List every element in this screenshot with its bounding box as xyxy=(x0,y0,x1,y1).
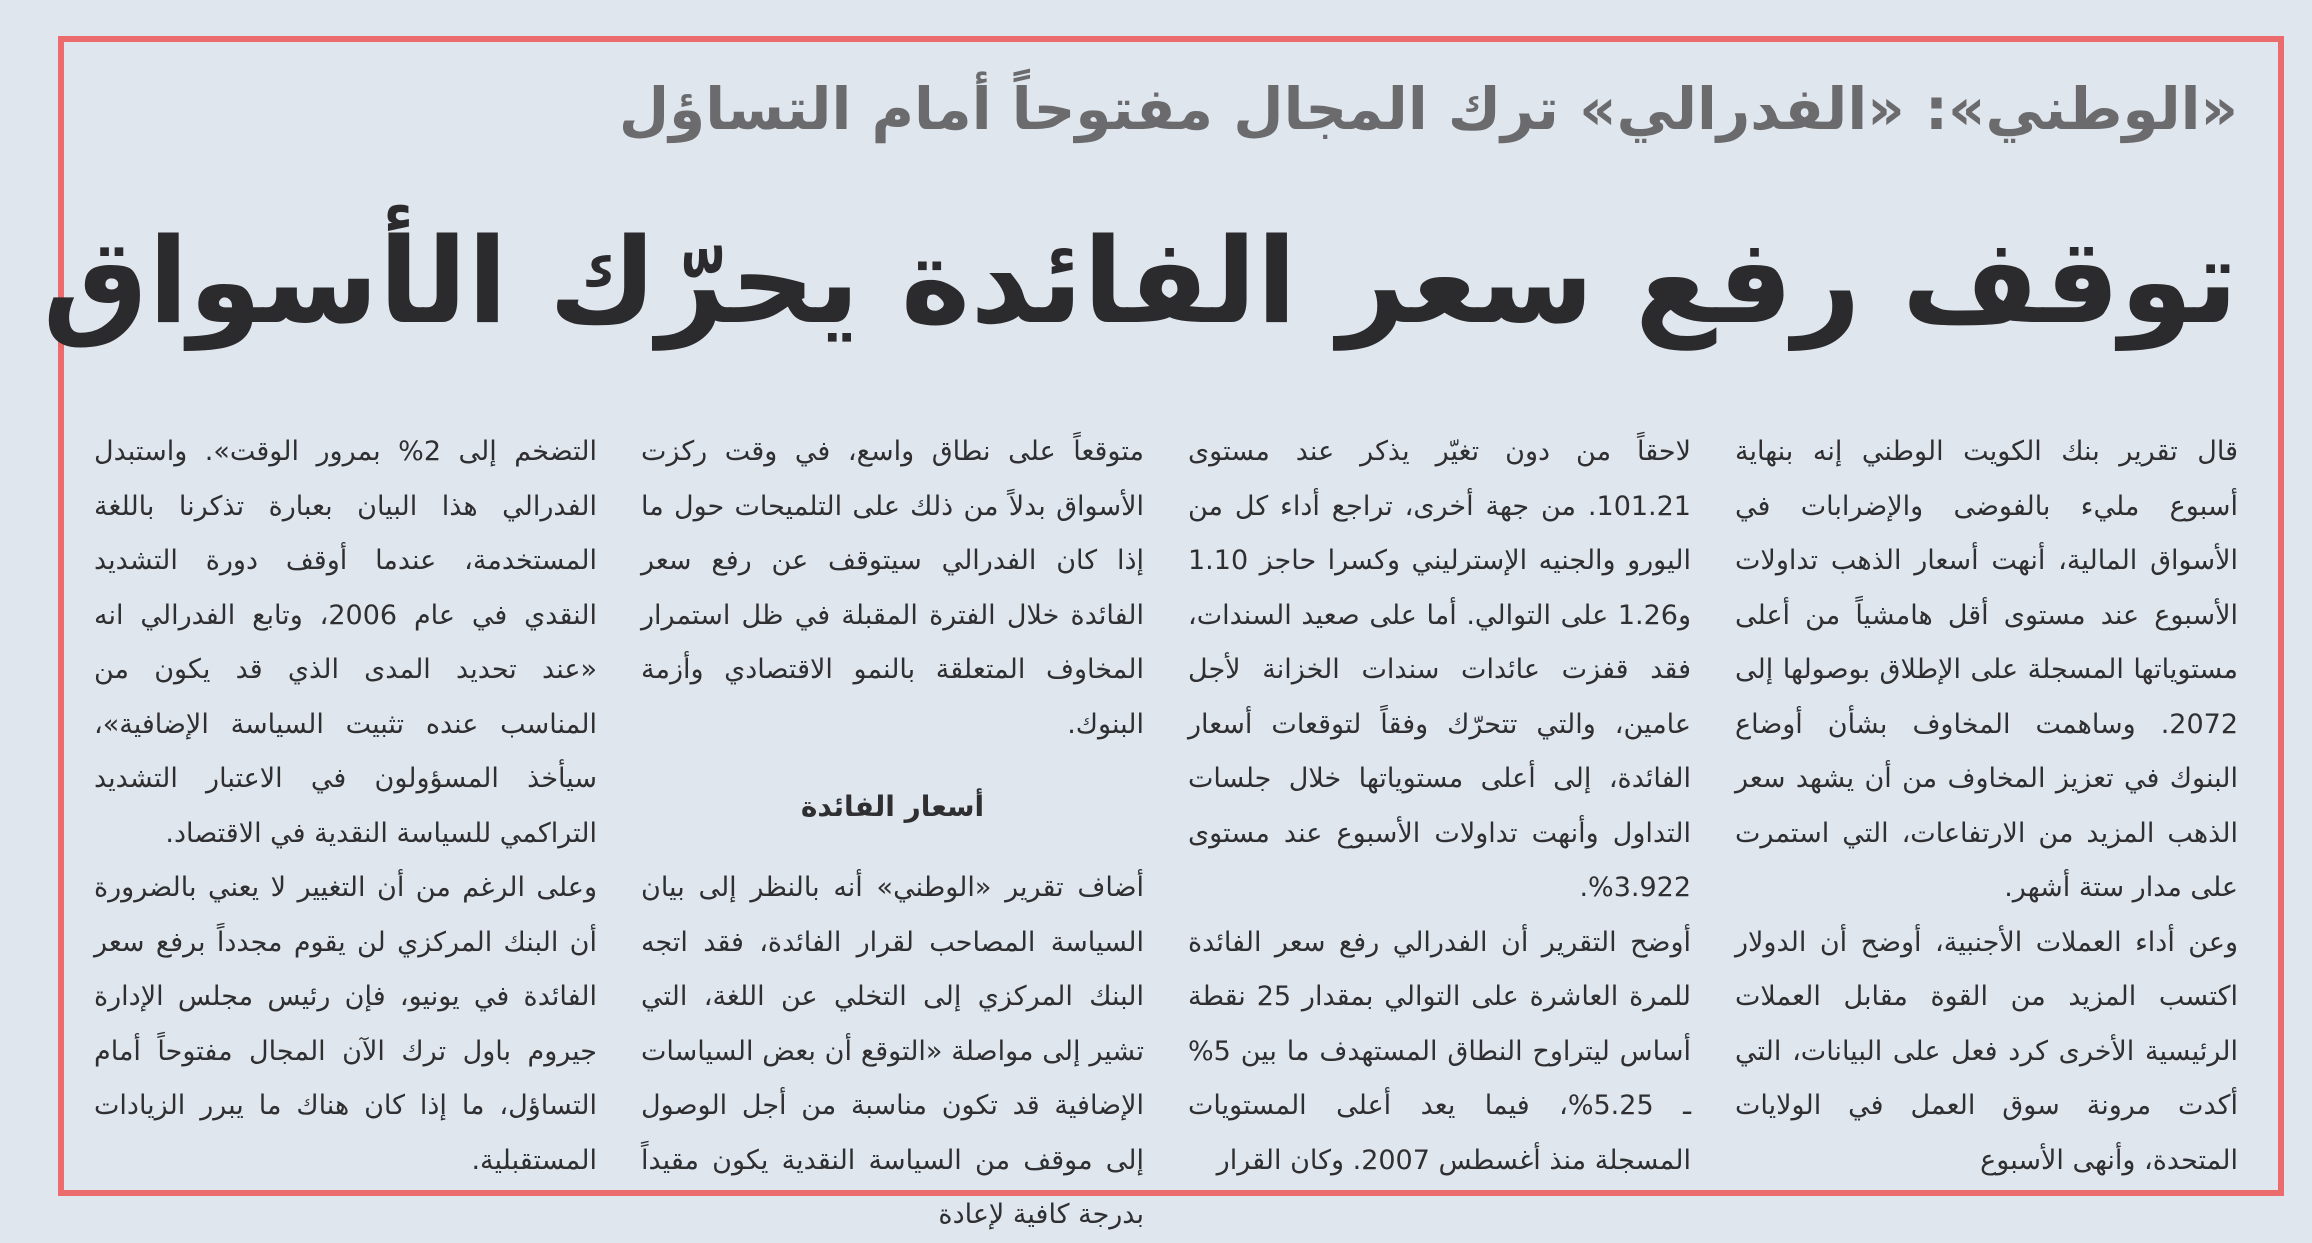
column-3 xyxy=(641,425,1144,1230)
paragraph: وعلى الرغم من أن التغيير لا يعني بالضرورة أن البنك المركزي لن يقوم مجدداً برفع سعر الفائدة في يونيو، فإن رئيس مجلس الإدارة جيروم باول ترك الآن المجال مفتوحاً أمام التساؤل، ما إذا كان هناك ما يبرر الزيادات المستقبلية. xyxy=(94,872,597,1176)
column-2 xyxy=(1188,425,1691,1176)
paragraph: التضخم إلى 2% بمرور الوقت». واستبدل الفدرالي هذا البيان بعبارة تذكرنا باللغة المستخدمة، عندما أوقف دورة التشديد النقدي في عام 2006، وتابع الفدرالي انه «عند تحديد المدى الذي قد يكون من المناسب عنده تثبيت السياسة الإضافية»، سيأخذ المسؤولون في الاعتبار التشديد التراكمي للسياسة النقدية في الاقتصاد. xyxy=(94,436,597,849)
article-body xyxy=(94,425,2238,1230)
headline: توقف رفع سعر الفائدة يحرّك الأسواق xyxy=(42,212,2238,350)
paragraph: أضاف تقرير «الوطني» أنه بالنظر إلى بيان السياسة المصاحب لقرار الفائدة، فقد اتجه البنك المركزي إلى التخلي عن اللغة، التي تشير إلى مواصلة «التوقع أن بعض السياسات الإضافية قد تكون مناسبة من أجل الوصول إلى موقف من السياسة النقدية يكون مقيداً بدرجة كافية لإعادة xyxy=(641,872,1144,1230)
paragraph: متوقعاً على نطاق واسع، في وقت ركزت الأسواق بدلاً من ذلك على التلميحات حول ما إذا كان الفدرالي سيتوقف عن رفع سعر الفائدة خلال الفترة المقبلة في ظل استمرار المخاوف المتعلقة بالنمو الاقتصادي وأزمة البنوك. xyxy=(641,436,1144,740)
paragraph: وعن أداء العملات الأجنبية، أوضح أن الدولار اكتسب المزيد من القوة مقابل العملات الرئيسية الأخرى كرد فعل على البيانات، التي أكدت مرونة سوق العمل في الولايات المتحدة، وأنهى الأسبوع xyxy=(1735,926,2238,1176)
paragraph: قال تقرير بنك الكويت الوطني إنه بنهاية أسبوع مليء بالفوضى والإضرابات في الأسواق المالية، أنهت أسعار الذهب تداولات الأسبوع عند مستوى أقل هامشياً من أعلى مستوياتها المسجلة على الإطلاق بوصولها إلى 2072. وساهمت المخاوف بشأن أوضاع البنوك في تعزيز المخاوف من أن يشهد سعر الذهب المزيد من الارتفاعات، التي استمرت على مدار ستة أشهر. xyxy=(1735,436,2238,903)
column-1 xyxy=(1735,425,2238,1176)
column-4 xyxy=(94,425,597,1176)
overline: «الوطني»: «الفدرالي» ترك المجال مفتوحاً أمام التساؤل xyxy=(618,75,2238,143)
section-subhead: أسعار الفائدة xyxy=(800,790,985,823)
paragraph: لاحقاً من دون تغيّر يذكر عند مستوى 101.21. من جهة أخرى، تراجع أداء كل من اليورو والجنيه الإسترليني وكسرا حاجز 1.10 و1.26 على التوالي. أما على صعيد السندات، فقد قفزت عائدات سندات الخزانة لأجل عامين، والتي تتحرّك وفقاً لتوقعات أسعار الفائدة، إلى أعلى مستوياتها خلال جلسات التداول وأنهت تداولات الأسبوع عند مستوى 3.922%. xyxy=(1188,436,1691,903)
paragraph: أوضح التقرير أن الفدرالي رفع سعر الفائدة للمرة العاشرة على التوالي بمقدار 25 نقطة أساس ليتراوح النطاق المستهدف ما بين 5% ـ 5.25%، فيما يعد أعلى المستويات المسجلة منذ أغسطس 2007. وكان القرار xyxy=(1188,926,1691,1176)
